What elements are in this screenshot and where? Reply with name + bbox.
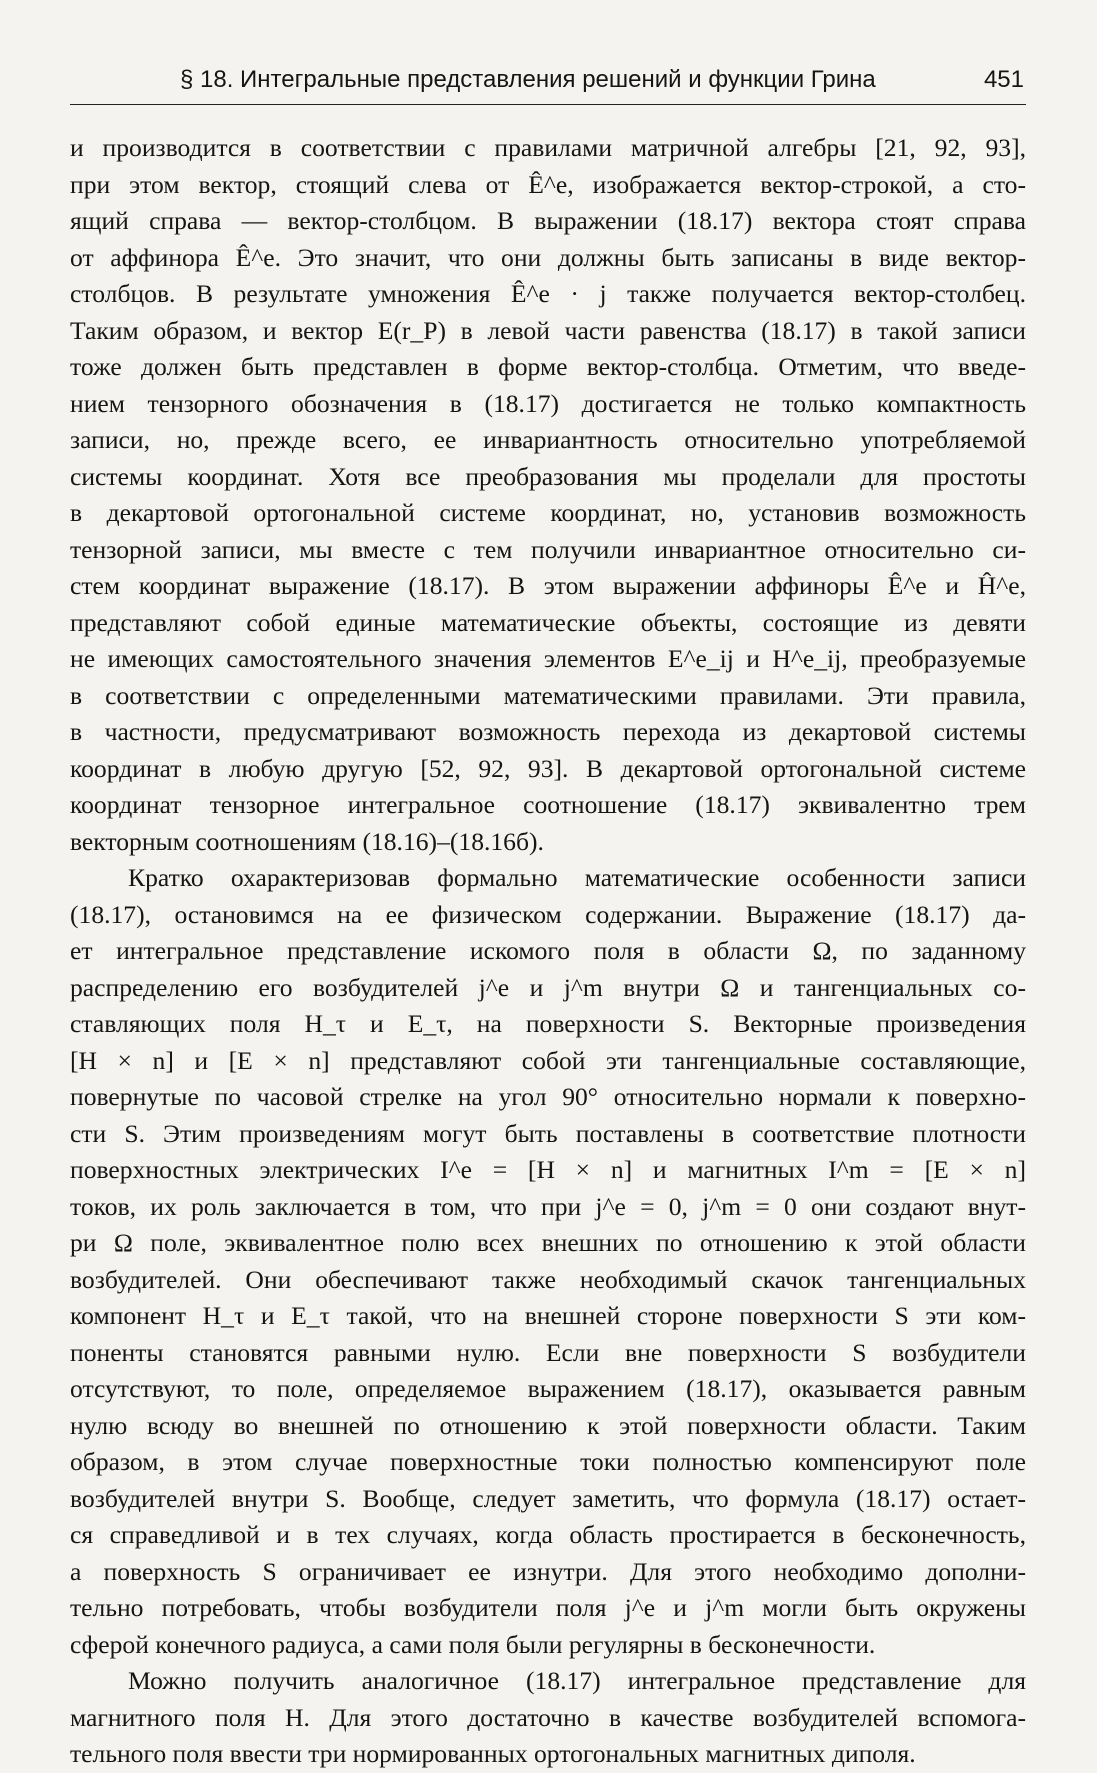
running-header [70,64,1026,105]
text-line: поненты становятся равными нулю. Если вне поверхности S возбудители [70,1337,1026,1367]
text-line: нием тензорного обозначения в (18.17) достигается не только компактность [70,388,1026,418]
text-line: столбцов. В результате умножения Ê^e · j также получается вектор-столбец. [70,279,1026,308]
text-line: векторным соотношениям (18.16)–(18.16б). [70,826,544,856]
text-line: возбудителей внутри S. Вообще, следует заметить, что формула (18.17) остает- [70,1483,1026,1513]
text-line: от аффинора Ê^e. Это значит, что они должны быть записаны в виде вектор- [70,242,1026,272]
text-line: записи, но, прежде всего, ее инвариантность относительно употребляемой [70,425,1026,454]
text-line: тензорной записи, мы вместе с тем получили инвариантное относительно си- [70,534,1026,564]
text-line: Можно получить аналогичное (18.17) интегральное представление для [128,1666,1026,1695]
text-line: в частности, предусматривают возможность перехода из декартовой системы [70,717,1026,746]
text-line: ет интегральное представление искомого поля в области Ω, по заданному [70,936,1026,965]
text-line: нулю всюду во внешней по отношению к этой поверхности области. Таким [70,1410,1026,1440]
text-line: и производится в соответствии с правилами матричной алгебры [21, 92, 93], [70,133,1026,162]
text-line: системы координат. Хотя все преобразования мы проделали для простоты [70,461,1026,491]
text-line: в соответствии с определенными математическими правилами. Эти правила, [70,680,1026,710]
text-line: стем координат выражение (18.17). В этом выражении аффиноры Ê^e и Ĥ^e, [70,571,1026,600]
text-line: распределению его возбудителей j^e и j^m внутри Ω и тангенциальных со- [70,972,1026,1002]
text-line: ставляющих поля H_τ и E_τ, на поверхности S. Векторные произведения [70,1009,1026,1038]
text-line: токов, их роль заключается в том, что при j^e = 0, j^m = 0 они создают внут- [70,1191,1026,1221]
text-line: тельного поля ввести три нормированных ортогональных магнитных диполя. [70,1739,916,1768]
text-line: сти S. Этим произведениям могут быть поставлены в соответствие плотности [70,1118,1026,1148]
text-line: компонент H_τ и E_τ такой, что на внешней стороне поверхности S эти ком- [70,1301,1026,1330]
text-line: повернутые по часовой стрелке на угол 90° относительно нормали к поверхно- [70,1082,1026,1111]
text-line: Кратко охарактеризовав формально математические особенности записи [128,863,1026,892]
text-line: (18.17), остановимся на ее физическом содержании. Выражение (18.17) да- [70,899,1026,929]
text-line: отсутствуют, то поле, определяемое выражением (18.17), оказывается равным [70,1374,1026,1403]
text-line: координат тензорное интегральное соотношение (18.17) эквивалентно трем [70,790,1026,819]
text-line: ся справедливой и в тех случаях, когда область простирается в бесконечность, [70,1520,1026,1549]
text-line: ри Ω поле, эквивалентное полю всех внешних по отношению к этой области [70,1228,1026,1257]
text-line: образом, в этом случае поверхностные токи полностью компенсируют поле [70,1447,1026,1476]
text-line: магнитного поля H. Для этого достаточно в качестве возбудителей вспомога- [70,1702,1026,1732]
text-line: в декартовой ортогональной системе координат, но, установив возможность [70,498,1026,527]
text-line: возбудителей. Они обеспечивают также необходимый скачок тангенциальных [70,1264,1026,1294]
text-line: ящий справа — вектор-столбцом. В выражении (18.17) вектора стоят справа [70,206,1026,235]
text-line: Таким образом, и вектор E(r_P) в левой части равенства (18.17) в такой записи [70,315,1026,345]
text-line: сферой конечного радиуса, а сами поля были регулярны в бесконечности. [70,1629,876,1659]
text-line: не имеющих самостоятельного значения элементов E^e_ij и H^e_ij, преобразуемые [70,644,1026,673]
text-line: при этом вектор, стоящий слева от Ê^e, изображается вектор-строкой, а сто- [70,169,1026,199]
text-line: поверхностных электрических I^e = [H × n] и магнитных I^m = [E × n] [70,1155,1026,1184]
text-line: тельно потребовать, чтобы возбудители поля j^e и j^m могли быть окружены [70,1593,1026,1622]
text-line: а поверхность S ограничивает ее изнутри. Для этого необходимо дополни- [70,1556,1026,1586]
section-title: § 18. Интегральные представления решений и функции Грина [180,66,876,93]
body-text [70,130,1026,1773]
text-line: представляют собой единые математические объекты, состоящие из девяти [70,607,1026,637]
text-line: тоже должен быть представлен в форме вектор-столбца. Отметим, что введе- [70,352,1026,381]
text-line: [H × n] и [E × n] представляют собой эти тангенциальные составляющие, [70,1045,1026,1075]
text-line: координат в любую другую [52, 92, 93]. В декартовой ортогональной системе [70,753,1026,783]
page-number: 451 [983,66,1024,93]
